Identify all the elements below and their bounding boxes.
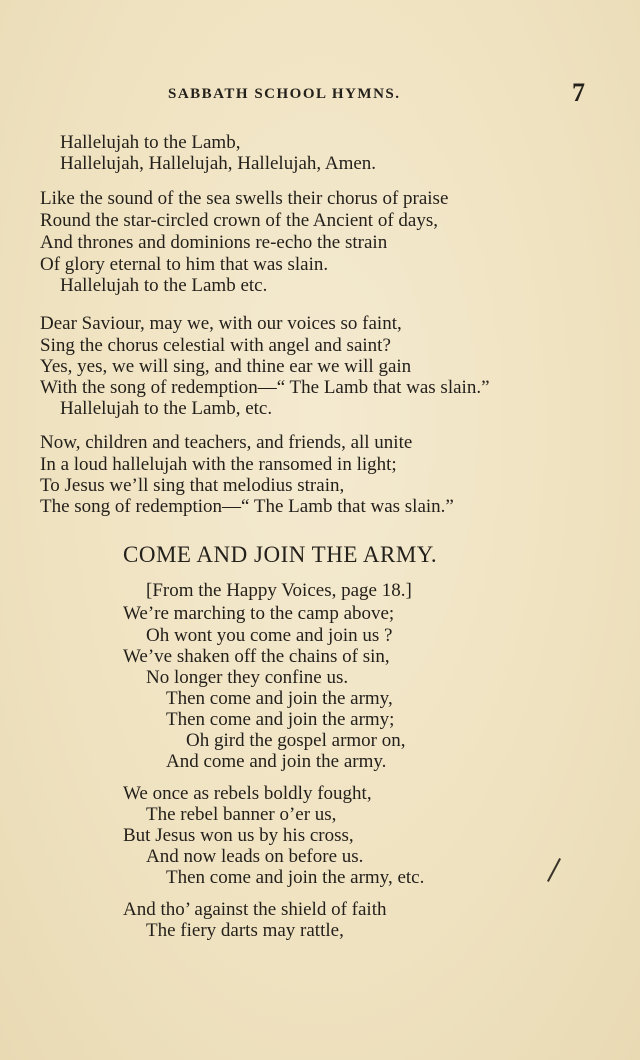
refrain-line: Hallelujah to the Lamb, etc. xyxy=(60,398,273,419)
chorus-line: And come and join the army. xyxy=(166,751,387,772)
verse-line: To Jesus we’ll sing that melodius strain, xyxy=(40,475,345,496)
source-note: [From the Happy Voices, page 18.] xyxy=(146,580,412,601)
verse-line: Of glory eternal to him that was slain. xyxy=(40,254,329,275)
verse-line: Hallelujah, Hallelujah, Hallelujah, Amen. xyxy=(60,153,377,174)
verse-line: No longer they confine us. xyxy=(146,667,349,688)
verse-line: And now leads on before us. xyxy=(146,846,364,867)
verse-line: We once as rebels boldly fought, xyxy=(123,783,372,804)
verse-line: The fiery darts may rattle, xyxy=(146,920,344,941)
verse-line: With the song of redemption—“ The Lamb that was slain.” xyxy=(40,377,490,398)
refrain-line: Hallelujah to the Lamb etc. xyxy=(60,275,268,296)
verse-line: In a loud hallelujah with the ransomed in light; xyxy=(40,454,397,475)
verse-line: And tho’ against the shield of faith xyxy=(123,899,387,920)
verse-line: Sing the chorus celestial with angel and saint? xyxy=(40,335,391,356)
verse-line: We’re marching to the camp above; xyxy=(123,603,395,624)
verse-line: Yes, yes, we will sing, and thine ear we will gain xyxy=(40,356,412,377)
chorus-line: Then come and join the army; xyxy=(166,709,395,730)
verse-line: We’ve shaken off the chains of sin, xyxy=(123,646,390,667)
verse-line: And thrones and dominions re-echo the strain xyxy=(40,232,388,253)
verse-line: The rebel banner o’er us, xyxy=(146,804,337,825)
verse-line: Dear Saviour, may we, with our voices so faint, xyxy=(40,313,402,334)
verse-line: Oh wont you come and join us ? xyxy=(146,625,393,646)
running-title: SABBATH SCHOOL HYMNS. xyxy=(168,86,401,102)
page-number: 7 xyxy=(572,78,585,107)
hymn-title: COME AND JOIN THE ARMY. xyxy=(123,542,438,567)
verse-line: Now, children and teachers, and friends, all unite xyxy=(40,432,413,453)
verse-line: Hallelujah to the Lamb, xyxy=(60,132,241,153)
verse-line: Like the sound of the sea swells their chorus of praise xyxy=(40,188,449,209)
chorus-line: Then come and join the army, etc. xyxy=(166,867,425,888)
verse-line: Round the star-circled crown of the Ancient of days, xyxy=(40,210,438,231)
pencil-mark xyxy=(547,858,561,882)
verse-line: The song of redemption—“ The Lamb that was slain.” xyxy=(40,496,454,517)
chorus-line: Oh gird the gospel armor on, xyxy=(186,730,406,751)
chorus-line: Then come and join the army, xyxy=(166,688,393,709)
verse-line: But Jesus won us by his cross, xyxy=(123,825,354,846)
